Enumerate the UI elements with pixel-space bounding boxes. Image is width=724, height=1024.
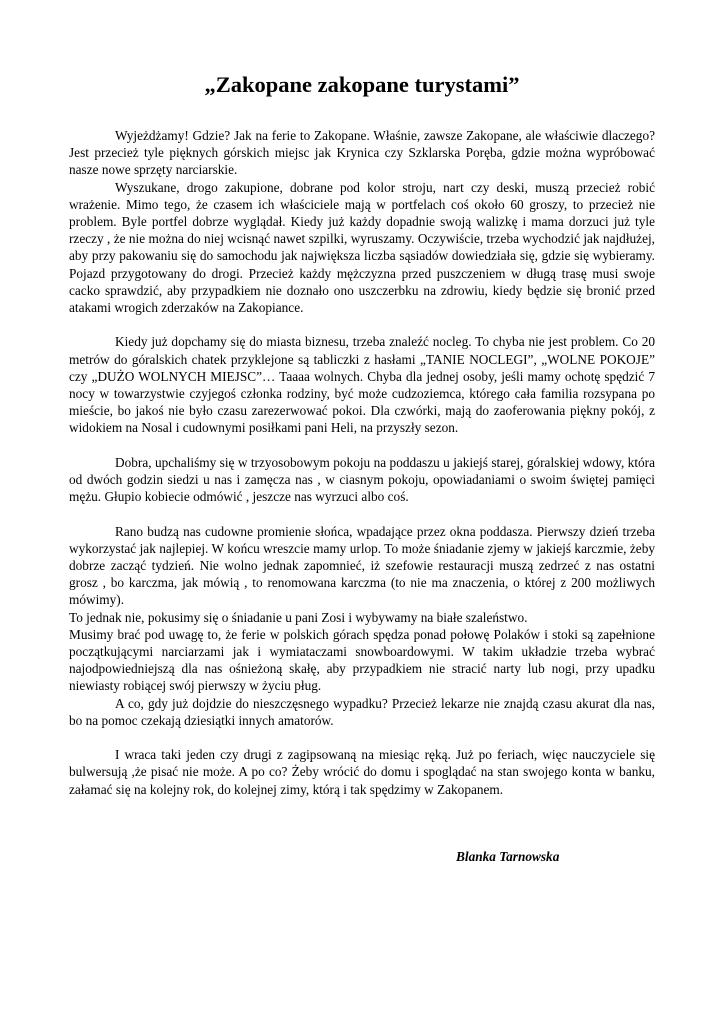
article-body [69, 127, 655, 798]
paragraph: Rano budzą nas cudowne promienie słońca, wpadające przez okna poddasza. Pierwszy dzień trzeba wykorzystać jak najlepiej. W końcu wreszcie mamy urlop. To może śniadanie zjemy w jakiejś karczmie, żeby dobrze zacząć tydzień. Nie wolno jednak zapomnieć, iż szefowie restauracji muszą zedrzeć z nas ostatni grosz , bo karczma, jak mówią , to renomowana karczma (to nie ma znaczenia, o której z 200 możliwych mówimy). [69, 523, 655, 608]
paragraph: Wyszukane, drogo zakupione, dobrane pod kolor stroju, nart czy deski, muszą przecież robić wrażenie. Mimo tego, że czasem ich właściciele mają w portfelach coś około 60 groszy, to przecież nie problem. Byle portfel dobrze wyglądał. Kiedy już każdy dopadnie swoją walizkę i mama dorzuci już tyle rzeczy , że nie można do niej wcisnąć nawet szpilki, wyruszamy. Oczywiście, trzeba wychodzić jak najdłużej, aby przy pakowaniu się do samochodu jak największa liczba sąsiadów dowiedziała się, gdzie się wybieramy. Pojazd przygotowany do drogi. Przecież każdy mężczyzna przed puszczeniem w długą trasę musi swoje cacko sprawdzić, aby przypadkiem nie doznało ono uszczerbku na zdrowiu, kiedy będzie się bronić przed atakami wrogich zderzaków na Zakopiance. [69, 179, 655, 316]
paragraph: Kiedy już dopchamy się do miasta biznesu, trzeba znaleźć nocleg. To chyba nie jest problem. Co 20 metrów do góralskich chatek przyklejone są tabliczki z hasłami „TANIE NOCLEGI”, „WOLNE POKOJE” czy „DUŻO WOLNYCH MIEJSC”… Taaaa wolnych. Chyba dla jednej osoby, jeśli mamy ochotę spędzić 7 nocy w towarzystwie czyjegoś członka rodziny, być może cudzoziemca, którego cała familia rozsypana po mieście, bo jakoś nie było czasu zarezerwować pokoi. Dla czwórki, mają do zaoferowania piękny pokój, z widokiem na Nosal i cudownymi posiłkami pani Heli, na przyszły sezon. [69, 334, 655, 436]
paragraph: A co, gdy już dojdzie do nieszczęsnego wypadku? Przecież lekarze nie znajdą czasu akurat dla nas, bo na pomoc czekają dziesiątki innych amatorów. [69, 695, 655, 728]
paragraph: To jednak nie, pokusimy się o śniadanie u pani Zosi i wybywamy na białe szaleństwo. [69, 609, 528, 625]
author-signature: Blanka Tarnowska [456, 849, 560, 864]
paragraph: Musimy brać pod uwagę to, że ferie w polskich górach spędza ponad połowę Polaków i stoki są zapełnione początkującymi narciarzami jak i wymiataczami snowboardowymi. W takim układzie trzeba wybrać najodpowiedniejszą dla nas ośnieżoną skałę, aby przypadkiem nie stracić narty lub nogi, przy upadku niewiasty robiącej swój pierwszy w życiu pług. [69, 626, 655, 694]
paragraph: Wyjeżdżamy! Gdzie? Jak na ferie to Zakopane. Właśnie, zawsze Zakopane, ale właściwie dlaczego? Jest przecież tyle pięknych górskich miejsc jak Krynica czy Szklarska Poręba, gdzie można wypróbować nasze nowe sprzęty narciarskie. [69, 128, 655, 178]
paragraph: Dobra, upchaliśmy się w trzyosobowym pokoju na poddaszu u jakiejś starej, góralskiej wdowy, która od dwóch godzin siedzi u nas i zamęcza nas , w ciasnym pokoju, opowiadaniami o swoim świętej pamięci mężu. Głupio kobiecie odmówić , jeszcze nas wyrzuci albo coś. [69, 454, 655, 505]
page-title: „Zakopane zakopane turystami” [204, 72, 520, 97]
paragraph: I wraca taki jeden czy drugi z zagipsowaną na miesiąc ręką. Już po feriach, więc nauczyciele się bulwersują ,że pisać nie może. A po co? Żeby wrócić do domu i spoglądać na stan swojego konta w banku, załamać się na kolejny rok, do kolejnej zimy, którą i tak spędzimy w Zakopanem. [69, 747, 655, 797]
